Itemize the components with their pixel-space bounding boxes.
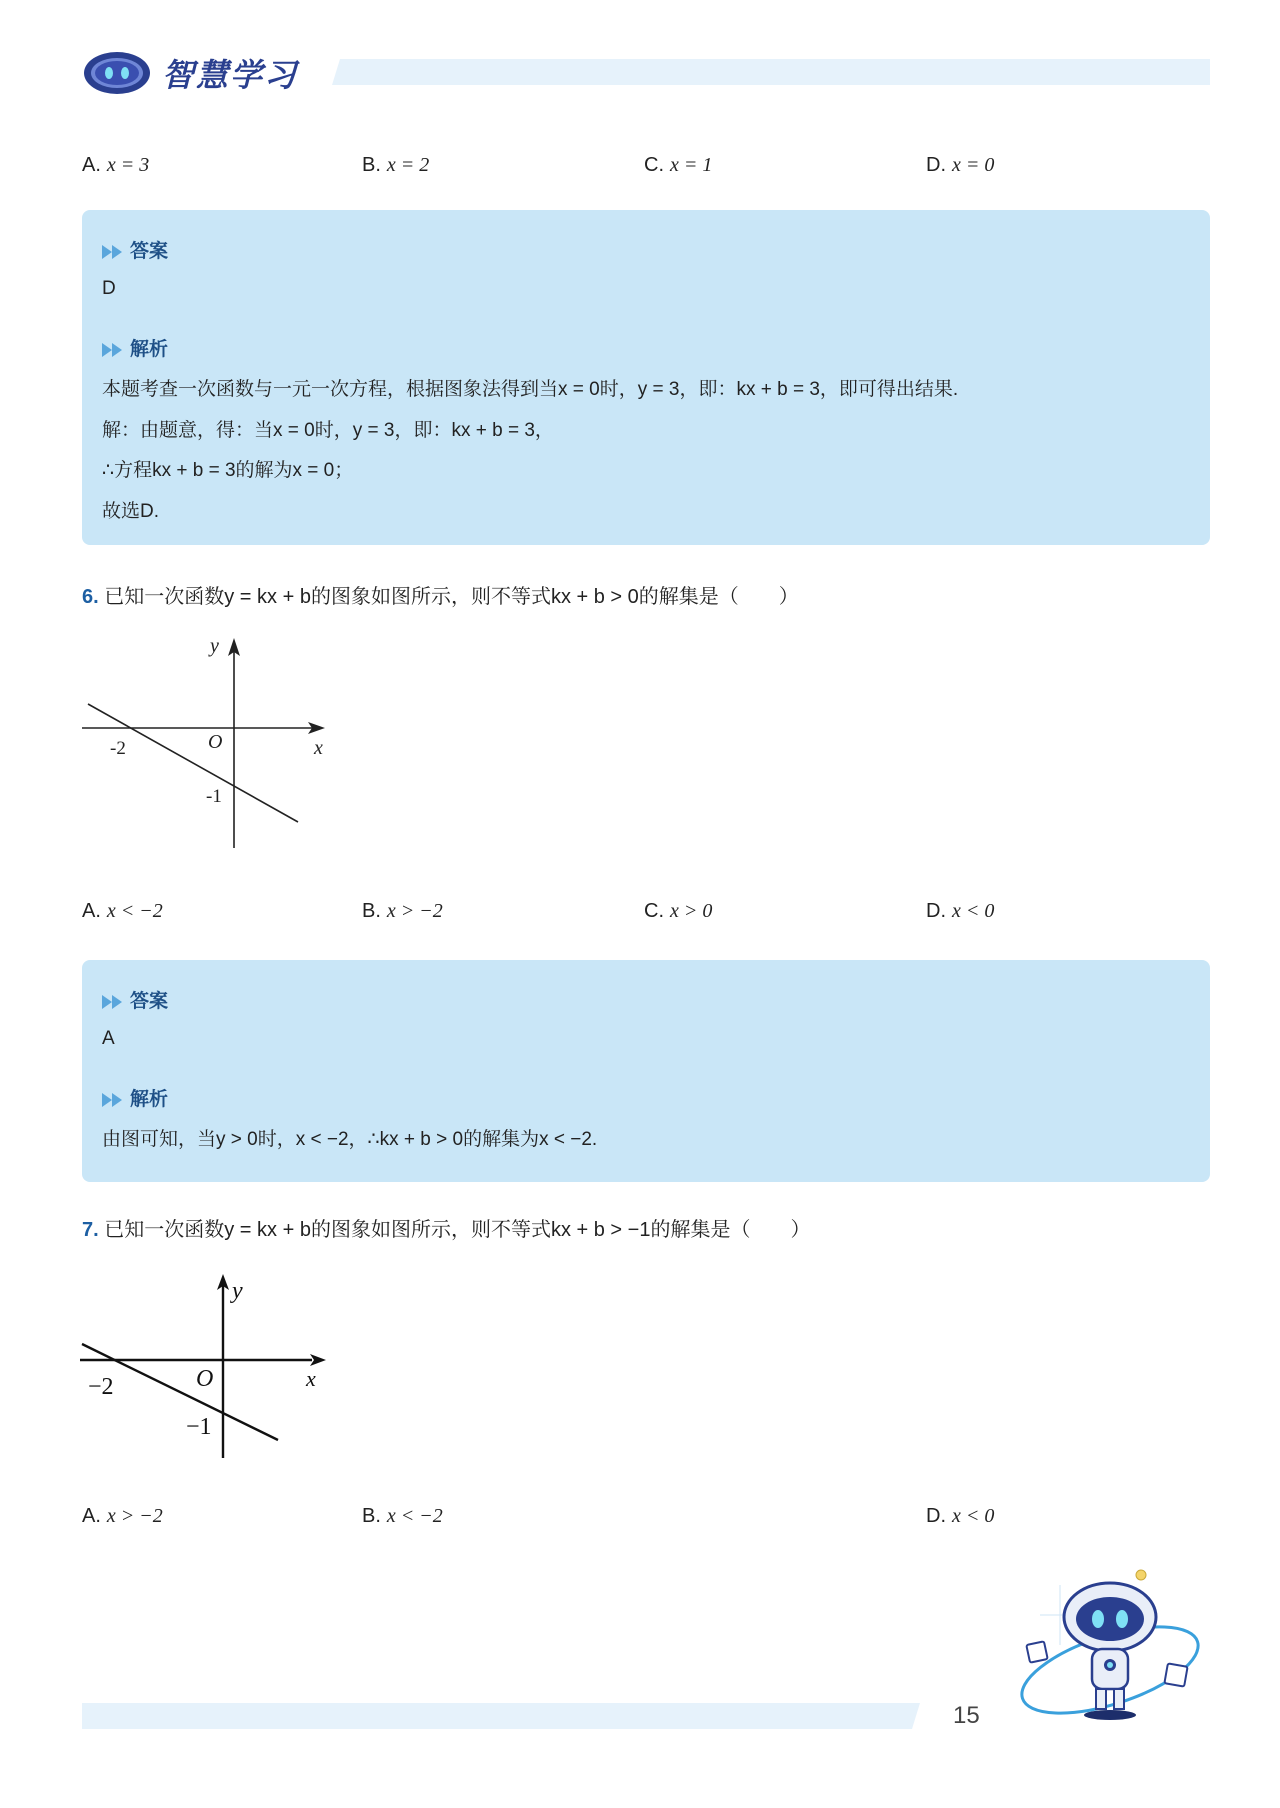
origin-label: O — [208, 731, 223, 753]
q6-graph — [80, 632, 340, 852]
y-intercept-label: -1 — [206, 786, 222, 807]
analysis-heading: 解析 — [102, 334, 168, 361]
answer-heading: 答案 — [102, 236, 168, 263]
q7-option-d[interactable]: D. x < 0 — [926, 1505, 995, 1527]
analysis-line: ∴方程kx + b = 3的解为x = 0； — [102, 460, 354, 481]
q5-option-c[interactable]: C. x = 1 — [644, 154, 713, 176]
q6-options — [82, 900, 1212, 932]
header-bar — [332, 59, 1210, 85]
y-intercept-label: −1 — [186, 1414, 212, 1440]
x-axis-label: x — [306, 1366, 316, 1391]
double-arrow-icon — [102, 245, 124, 259]
q7-graph — [80, 1268, 340, 1468]
question-number: 6. — [82, 586, 99, 608]
analysis-heading: 解析 — [102, 1084, 168, 1111]
footer-bar — [82, 1703, 920, 1729]
answer-value: A — [102, 1028, 115, 1049]
y-axis-label: y — [210, 635, 219, 657]
robot-mascot-icon — [1010, 1565, 1210, 1735]
analysis-line: 由图可知，当y > 0时，x < −2，∴kx + b > 0的解集为x < −2. — [102, 1129, 598, 1150]
q7-option-b[interactable]: B. x < −2 — [362, 1505, 443, 1527]
question-number: 7. — [82, 1219, 99, 1241]
question-text: 已知一次函数y = kx + b的图象如图所示，则不等式kx + b > −1的解集是（ ） — [104, 1219, 811, 1241]
answer-heading: 答案 — [102, 986, 168, 1013]
q5-option-a[interactable]: A. x = 3 — [82, 154, 150, 176]
brand-title: 智慧学习 — [162, 56, 299, 94]
q5-option-b[interactable]: B. x = 2 — [362, 154, 430, 176]
q5-option-d[interactable]: D. x = 0 — [926, 154, 995, 176]
y-axis-label: y — [232, 1278, 243, 1304]
q7-question — [82, 1213, 810, 1242]
origin-label: O — [196, 1366, 214, 1392]
q6-option-d[interactable]: D. x < 0 — [926, 900, 995, 922]
analysis-line: 解：由题意，得：当x = 0时，y = 3，即：kx + b = 3， — [102, 420, 554, 441]
question-text: 已知一次函数y = kx + b的图象如图所示，则不等式kx + b > 0的解集是（ ） — [104, 586, 799, 608]
double-arrow-icon — [102, 1093, 124, 1107]
x-intercept-label: -2 — [110, 738, 126, 759]
double-arrow-icon — [102, 995, 124, 1009]
q5-answer-box — [82, 210, 1210, 545]
x-intercept-label: −2 — [88, 1374, 114, 1400]
robot-head-icon — [82, 48, 152, 98]
double-arrow-icon — [102, 343, 124, 357]
analysis-line: 故选D. — [102, 501, 160, 522]
q6-option-a[interactable]: A. x < −2 — [82, 900, 163, 922]
answer-value: D — [102, 278, 116, 299]
logo — [82, 46, 302, 100]
q6-answer-box — [82, 960, 1210, 1182]
page-number: 15 — [953, 1702, 980, 1729]
q7-options — [82, 1505, 1212, 1537]
q6-question — [82, 580, 799, 609]
x-axis-label: x — [314, 737, 323, 759]
q5-options — [82, 154, 1212, 186]
q6-option-c[interactable]: C. x > 0 — [644, 900, 713, 922]
q6-option-b[interactable]: B. x > −2 — [362, 900, 443, 922]
analysis-line: 本题考查一次函数与一元一次方程，根据图象法得到当x = 0时，y = 3，即：kx + b = 3，即可得出结果. — [102, 379, 959, 400]
q7-option-a[interactable]: A. x > −2 — [82, 1505, 163, 1527]
